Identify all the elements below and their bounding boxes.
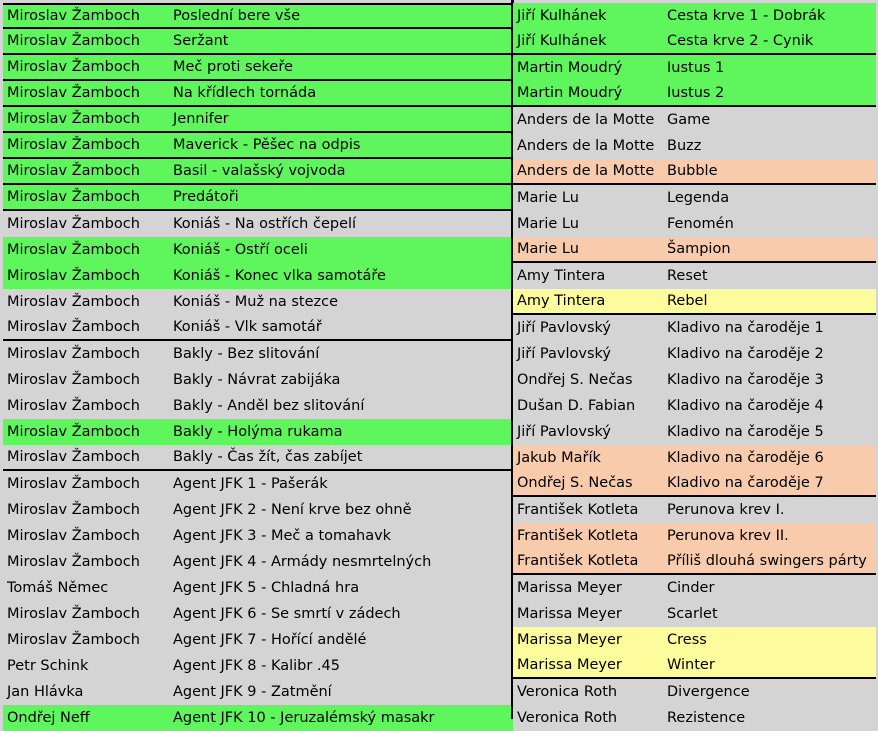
title-cell: Predátoři (173, 189, 239, 205)
book-row[interactable] (3, 471, 513, 497)
title-cell: Kladivo na čaroděje 4 (667, 398, 824, 414)
book-row[interactable] (513, 679, 876, 705)
author-cell: Miroslav Žamboch (7, 372, 140, 388)
book-row[interactable] (513, 185, 876, 211)
book-row[interactable] (513, 627, 876, 653)
author-cell: Miroslav Žamboch (7, 319, 140, 335)
author-cell: Anders de la Motte (517, 112, 655, 128)
title-cell: Bakly - Čas žít, čas zabíjet (173, 449, 363, 465)
book-row[interactable] (513, 419, 876, 445)
author-cell: Miroslav Žamboch (7, 59, 140, 75)
book-row[interactable] (513, 497, 876, 523)
author-cell: Miroslav Žamboch (7, 294, 140, 310)
author-cell: Marie Lu (517, 241, 579, 257)
title-cell: Kladivo na čaroděje 5 (667, 424, 824, 440)
title-cell: Poslední bere vše (173, 8, 300, 24)
book-row[interactable] (513, 159, 876, 185)
book-row[interactable] (513, 471, 876, 497)
author-cell: Miroslav Žamboch (7, 242, 140, 258)
book-row[interactable] (3, 133, 513, 159)
book-row[interactable] (513, 445, 876, 471)
author-cell: Marissa Meyer (517, 632, 622, 648)
author-cell: Amy Tintera (517, 293, 606, 309)
title-cell: Scarlet (667, 606, 718, 622)
title-cell: Game (667, 112, 711, 128)
book-row[interactable] (513, 705, 876, 731)
author-cell: Miroslav Žamboch (7, 528, 140, 544)
title-cell: Koniáš - Muž na stezce (173, 294, 339, 310)
title-cell: Seržant (173, 33, 229, 49)
book-row[interactable] (3, 263, 513, 289)
author-cell: Dušan D. Fabian (517, 398, 636, 414)
title-cell: Agent JFK 7 - Hořící andělé (173, 632, 367, 648)
title-cell: Bakly - Návrat zabijáka (173, 372, 341, 388)
author-cell: Jiří Pavlovský (517, 346, 611, 362)
book-row[interactable] (3, 419, 513, 445)
book-row[interactable] (3, 341, 513, 367)
author-cell: František Kotleta (517, 502, 639, 518)
book-row[interactable] (513, 393, 876, 419)
author-cell: Ondřej S. Nečas (517, 475, 633, 491)
author-cell: Miroslav Žamboch (7, 268, 140, 284)
author-cell: Miroslav Žamboch (7, 189, 140, 205)
book-row[interactable] (3, 367, 513, 393)
author-cell: Marissa Meyer (517, 606, 622, 622)
title-cell: Kladivo na čaroděje 1 (667, 320, 824, 336)
author-cell: Tomáš Němec (7, 580, 109, 596)
title-cell: Divergence (667, 684, 750, 700)
author-cell: Miroslav Žamboch (7, 476, 140, 492)
book-row[interactable] (3, 185, 513, 211)
book-row[interactable] (513, 263, 876, 289)
book-row[interactable] (3, 107, 513, 133)
title-cell: Koniáš - Vlk samotář (173, 319, 322, 335)
author-cell: Ondřej Neff (7, 710, 90, 726)
book-row[interactable] (513, 601, 876, 627)
right-book-column (513, 3, 876, 731)
author-cell: Anders de la Motte (517, 138, 655, 154)
author-cell: Miroslav Žamboch (7, 33, 140, 49)
title-cell: Iustus 2 (667, 85, 725, 101)
title-cell: Fenomén (667, 216, 734, 232)
book-row[interactable] (3, 705, 513, 731)
book-row[interactable] (3, 393, 513, 419)
title-cell: Perunova krev II. (667, 528, 789, 544)
title-cell: Cress (667, 632, 707, 648)
title-cell: Bakly - Bez slitování (173, 346, 320, 362)
author-cell: Jiří Pavlovský (517, 424, 611, 440)
title-cell: Maverick - Pěšec na odpis (173, 137, 361, 153)
title-cell: Legenda (667, 190, 730, 206)
author-cell: Miroslav Žamboch (7, 606, 140, 622)
author-cell: Miroslav Žamboch (7, 424, 140, 440)
book-row[interactable] (3, 653, 513, 679)
title-cell: Cinder (667, 580, 715, 596)
author-cell: Miroslav Žamboch (7, 632, 140, 648)
author-cell: Miroslav Žamboch (7, 449, 140, 465)
book-row[interactable] (3, 29, 513, 55)
title-cell: Kladivo na čaroděje 2 (667, 346, 824, 362)
author-cell: Miroslav Žamboch (7, 163, 140, 179)
author-cell: Miroslav Žamboch (7, 137, 140, 153)
author-cell: Jiří Pavlovský (517, 320, 611, 336)
author-cell: Jiří Kulhánek (517, 33, 607, 49)
book-row[interactable] (513, 237, 876, 263)
book-row[interactable] (513, 211, 876, 237)
book-row[interactable] (513, 289, 876, 315)
book-row[interactable] (513, 81, 876, 107)
author-cell: Veronica Roth (517, 684, 618, 700)
book-row[interactable] (3, 211, 513, 237)
book-row[interactable] (3, 549, 513, 575)
title-cell: Perunova krev I. (667, 502, 785, 518)
book-row[interactable] (3, 237, 513, 263)
author-cell: Veronica Roth (517, 710, 618, 726)
title-cell: Příliš dlouhá swingers párty (667, 553, 867, 569)
title-cell: Kladivo na čaroděje 6 (667, 450, 824, 466)
book-row[interactable] (513, 55, 876, 81)
title-cell: Agent JFK 6 - Se smrtí v zádech (173, 606, 401, 622)
title-cell: Agent JFK 9 - Zatmění (173, 684, 332, 700)
title-cell: Agent JFK 3 - Meč a tomahavk (173, 528, 392, 544)
author-cell: František Kotleta (517, 553, 639, 569)
title-cell: Rezistence (667, 710, 746, 726)
author-cell: František Kotleta (517, 528, 639, 544)
book-row[interactable] (513, 315, 876, 341)
author-cell: Martin Moudrý (517, 85, 623, 101)
title-cell: Koniáš - Ostří oceli (173, 242, 308, 258)
author-cell: Anders de la Motte (517, 163, 655, 179)
title-cell: Reset (667, 268, 708, 284)
book-row[interactable] (3, 159, 513, 185)
title-cell: Cesta krve 2 - Cynik (667, 33, 814, 49)
title-cell: Agent JFK 2 - Není krve bez ohně (173, 502, 412, 518)
author-cell: Miroslav Žamboch (7, 8, 140, 24)
author-cell: Marie Lu (517, 216, 579, 232)
book-row[interactable] (513, 107, 876, 133)
author-cell: Miroslav Žamboch (7, 502, 140, 518)
title-cell: Rebel (667, 293, 708, 309)
author-cell: Miroslav Žamboch (7, 85, 140, 101)
title-cell: Agent JFK 4 - Armády nesmrtelných (173, 554, 432, 570)
author-cell: Martin Moudrý (517, 60, 623, 76)
book-row[interactable] (3, 315, 513, 341)
title-cell: Bakly - Anděl bez slitování (173, 398, 365, 414)
book-row[interactable] (513, 523, 876, 549)
book-row[interactable] (3, 81, 513, 107)
book-row[interactable] (3, 445, 513, 471)
title-cell: Cesta krve 1 - Dobrák (667, 8, 826, 24)
author-cell: Petr Schink (7, 658, 89, 674)
title-cell: Bubble (667, 163, 718, 179)
book-row[interactable] (3, 55, 513, 81)
author-cell: Marie Lu (517, 190, 579, 206)
book-row[interactable] (3, 3, 513, 29)
title-cell: Bakly - Holýma rukama (173, 424, 343, 440)
title-cell: Basil - valašský vojvoda (173, 163, 346, 179)
title-cell: Meč proti sekeře (173, 59, 293, 75)
book-row[interactable] (3, 679, 513, 705)
book-row[interactable] (3, 523, 513, 549)
title-cell: Agent JFK 8 - Kalibr .45 (173, 658, 340, 674)
book-row[interactable] (513, 29, 876, 55)
book-row[interactable] (3, 575, 513, 601)
author-cell: Miroslav Žamboch (7, 554, 140, 570)
author-cell: Miroslav Žamboch (7, 111, 140, 127)
author-cell: Jan Hlávka (7, 684, 84, 700)
book-row[interactable] (513, 133, 876, 159)
author-cell: Jakub Mařík (517, 450, 601, 466)
author-cell: Miroslav Žamboch (7, 346, 140, 362)
book-row[interactable] (513, 367, 876, 393)
book-row[interactable] (3, 601, 513, 627)
author-cell: Jiří Kulhánek (517, 8, 607, 24)
book-row[interactable] (513, 575, 876, 601)
title-cell: Jennifer (173, 111, 229, 127)
book-row[interactable] (3, 289, 513, 315)
title-cell: Kladivo na čaroděje 7 (667, 475, 824, 491)
title-cell: Koniáš - Na ostřích čepelí (173, 216, 357, 232)
title-cell: Agent JFK 1 - Pašerák (173, 476, 328, 492)
title-cell: Buzz (667, 138, 702, 154)
book-row[interactable] (513, 3, 876, 29)
book-row[interactable] (3, 497, 513, 523)
author-cell: Marissa Meyer (517, 580, 622, 596)
book-row[interactable] (3, 627, 513, 653)
title-cell: Šampion (667, 241, 731, 257)
title-cell: Iustus 1 (667, 60, 725, 76)
title-cell: Agent JFK 5 - Chladná hra (173, 580, 360, 596)
title-cell: Agent JFK 10 - Jeruzalémský masakr (173, 710, 435, 726)
title-cell: Kladivo na čaroděje 3 (667, 372, 824, 388)
author-cell: Ondřej S. Nečas (517, 372, 633, 388)
title-cell: Winter (667, 657, 715, 673)
title-cell: Na křídlech tornáda (173, 85, 317, 101)
book-row[interactable] (513, 549, 876, 575)
left-book-column (3, 3, 513, 731)
author-cell: Miroslav Žamboch (7, 216, 140, 232)
author-cell: Marissa Meyer (517, 657, 622, 673)
book-row[interactable] (513, 653, 876, 679)
title-cell: Koniáš - Konec vlka samotáře (173, 268, 386, 284)
author-cell: Miroslav Žamboch (7, 398, 140, 414)
book-row[interactable] (513, 341, 876, 367)
author-cell: Amy Tintera (517, 268, 606, 284)
